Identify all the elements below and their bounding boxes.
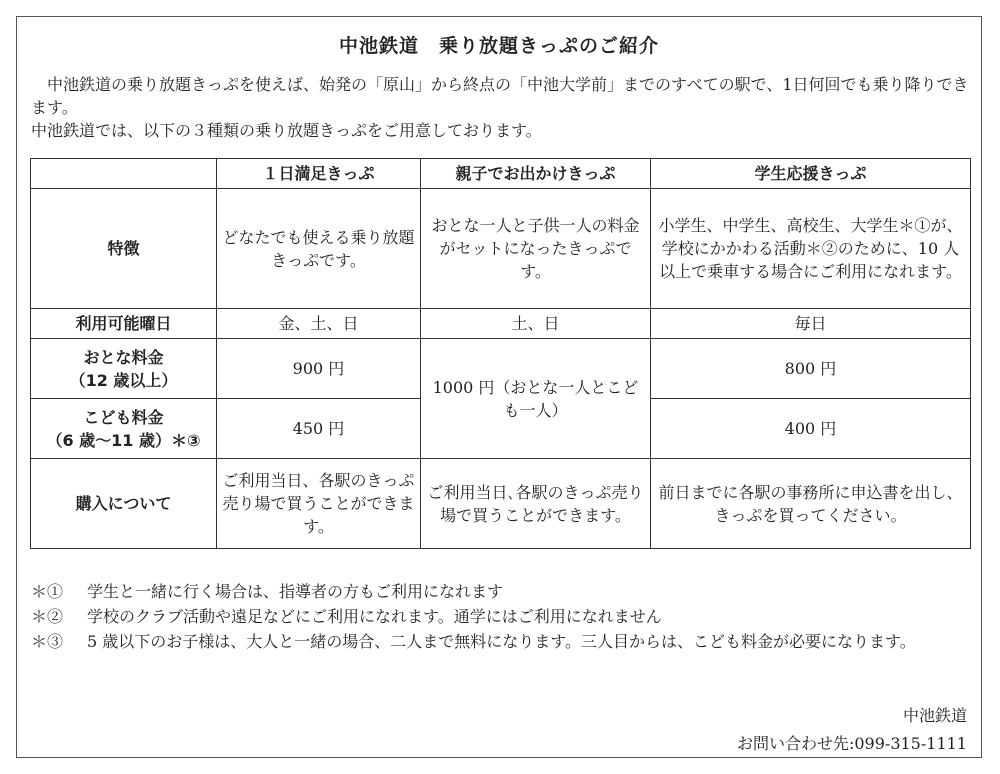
days-family: 土、日	[421, 309, 651, 339]
child-label-line2: （6 歳～11 歳）＊③	[46, 430, 201, 450]
header-ticket-family: 親子でお出かけきっぷ	[421, 159, 651, 189]
purchase-1day: ご利用当日、各駅のきっぷ売り場で買うことができます。	[217, 459, 421, 549]
price-family: 1000 円（おとな一人とこども一人）	[421, 339, 651, 459]
footnote-mark: ＊③	[31, 632, 64, 651]
days-student: 毎日	[651, 309, 971, 339]
table-row-days	[31, 309, 971, 339]
intro-line-2: 中池鉄道では、以下の３種類の乗り放題きっぷをご用意しております。	[31, 121, 542, 140]
intro-paragraph: 中池鉄道の乗り放題きっぷを使えば、始発の「原山」から終点の「中池大学前」までのすべての駅で、1日何回でも乗り降りできます。	[31, 75, 969, 117]
adult-label-line2: （12 歳以上）	[69, 370, 178, 390]
footnote-1	[31, 579, 971, 604]
purchase-student: 前日までに各駅の事務所に申込書を出し、きっぷを買ってください。	[651, 459, 971, 549]
features-student: 小学生、中学生、高校生、大学生＊①が、学校にかかわる活動＊②のために、10 人以上で乗車する場合にご利用になれます。	[651, 189, 971, 309]
header-empty	[31, 159, 217, 189]
table-header-row	[31, 159, 971, 189]
row-label-purchase: 購入について	[31, 459, 217, 549]
footnote-2	[31, 604, 971, 629]
row-label-child	[31, 399, 217, 459]
adult-price-student: 800 円	[651, 339, 971, 399]
footnote-mark: ＊②	[31, 607, 64, 626]
adult-label-line1: おとな料金	[83, 347, 164, 367]
header-ticket-1day: １日満足きっぷ	[217, 159, 421, 189]
notice-title: 中池鉄道 乗り放題きっぷのご紹介	[338, 35, 659, 57]
row-label-adult	[31, 339, 217, 399]
footnote-text: 学生と一緒に行く場合は、指導者の方もご利用になれます	[87, 582, 504, 601]
footnote-text: 5 歳以下のお子様は、大人と一緒の場合、二人まで無料になります。三人目からは、こども料金が必要になります。	[87, 632, 916, 651]
footnote-3	[31, 629, 971, 654]
header-ticket-student: 学生応援きっぷ	[651, 159, 971, 189]
table-row-adult	[31, 339, 971, 399]
table-row-purchase	[31, 459, 971, 549]
adult-price-1day: 900 円	[217, 339, 421, 399]
ticket-table	[30, 158, 971, 549]
footnotes	[31, 579, 971, 654]
footnote-mark: ＊①	[31, 582, 64, 601]
purchase-family: ご利用当日､各駅のきっぷ売り場で買うことができます。	[421, 459, 651, 549]
row-label-features: 特徴	[31, 189, 217, 309]
table-row-features	[31, 189, 971, 309]
days-1day: 金、土、日	[217, 309, 421, 339]
company-name: 中池鉄道	[902, 706, 967, 725]
contact-info: お問い合わせ先:099-315-1111	[736, 734, 967, 753]
features-family: おとな一人と子供一人の料金がセットになったきっぷです。	[421, 189, 651, 309]
notice-frame	[16, 16, 982, 758]
features-1day: どなたでも使える乗り放題きっぷです。	[217, 189, 421, 309]
child-price-student: 400 円	[651, 399, 971, 459]
footnote-text: 学校のクラブ活動や遠足などにご利用になれます。通学にはご利用になれません	[87, 607, 662, 626]
row-label-days: 利用可能曜日	[31, 309, 217, 339]
child-label-line1: こども料金	[83, 407, 164, 427]
child-price-1day: 450 円	[217, 399, 421, 459]
